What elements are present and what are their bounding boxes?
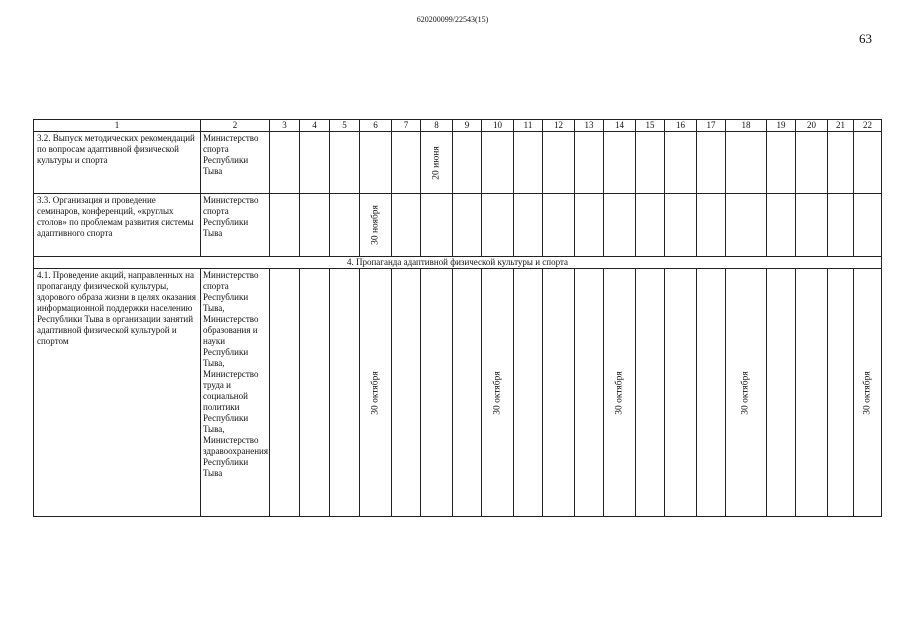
header-cell: 21 xyxy=(828,120,854,132)
empty-cell xyxy=(697,269,726,517)
deadline-cell xyxy=(604,269,636,517)
executor-cell: Министерство спорта Республики Тыва, Министерство образования и науки Республики Тыва, Министерство труда и социальной политики Республики Тыва, Министерство здравоохранения Республики Тыва xyxy=(201,269,270,517)
deadline-label: 30 октября xyxy=(370,370,380,415)
empty-cell xyxy=(270,132,300,194)
header-cell: 2 xyxy=(201,120,270,132)
empty-cell xyxy=(665,269,697,517)
empty-cell xyxy=(453,194,482,257)
empty-cell xyxy=(665,194,697,257)
empty-cell xyxy=(697,132,726,194)
column-numbers-row xyxy=(34,120,882,132)
task-cell: 3.3. Организация и проведение семинаров, конференций, «круглых столов» по проблемам развития системы адаптивного спорта xyxy=(34,194,201,257)
document-id: 620200099/22543(15) xyxy=(416,15,489,24)
header-cell: 6 xyxy=(360,120,392,132)
header-cell: 17 xyxy=(697,120,726,132)
empty-cell xyxy=(726,194,767,257)
deadline-label: 30 октября xyxy=(862,370,872,415)
task-cell: 3.2. Выпуск методических рекомендаций по вопросам адаптивной физической культуры и спорта xyxy=(34,132,201,194)
table-row xyxy=(34,132,882,194)
empty-cell xyxy=(665,132,697,194)
deadline-cell xyxy=(421,132,453,194)
empty-cell xyxy=(575,194,604,257)
empty-cell xyxy=(270,269,300,517)
deadline-label: 20 июня xyxy=(431,145,441,180)
header-cell: 4 xyxy=(300,120,330,132)
section-heading: 4. Пропаганда адаптивной физической культуры и спорта xyxy=(34,257,882,269)
empty-cell xyxy=(636,269,665,517)
deadline-cell xyxy=(360,269,392,517)
empty-cell xyxy=(360,132,392,194)
deadline-label: 30 ноября xyxy=(370,205,380,245)
deadline-cell xyxy=(360,194,392,257)
empty-cell xyxy=(636,132,665,194)
empty-cell xyxy=(482,132,514,194)
header-cell: 12 xyxy=(543,120,575,132)
empty-cell xyxy=(300,269,330,517)
empty-cell xyxy=(636,194,665,257)
header-cell: 1 xyxy=(34,120,201,132)
header-cell: 15 xyxy=(636,120,665,132)
empty-cell xyxy=(543,194,575,257)
empty-cell xyxy=(421,194,453,257)
empty-cell xyxy=(767,269,796,517)
header-cell: 22 xyxy=(854,120,882,132)
header-cell: 11 xyxy=(514,120,543,132)
empty-cell xyxy=(767,194,796,257)
empty-cell xyxy=(392,194,421,257)
empty-cell xyxy=(392,132,421,194)
empty-cell xyxy=(796,194,828,257)
empty-cell xyxy=(453,269,482,517)
empty-cell xyxy=(543,132,575,194)
empty-cell xyxy=(514,269,543,517)
deadline-cell xyxy=(854,269,882,517)
empty-cell xyxy=(330,194,360,257)
empty-cell xyxy=(726,132,767,194)
header-cell: 8 xyxy=(421,120,453,132)
header-cell: 13 xyxy=(575,120,604,132)
header-cell: 16 xyxy=(665,120,697,132)
empty-cell xyxy=(575,269,604,517)
task-cell: 4.1. Проведение акций, направленных на пропаганду физической культуры, здорового образа жизни в целях оказания информационной поддержки населению Республики Тыва в организации занятий адаптивной физической культурой и спортом xyxy=(34,269,201,517)
page-number: 63 xyxy=(859,31,872,46)
empty-cell xyxy=(697,194,726,257)
deadline-cell xyxy=(726,269,767,517)
header-cell: 20 xyxy=(796,120,828,132)
empty-cell xyxy=(767,132,796,194)
empty-cell xyxy=(575,132,604,194)
empty-cell xyxy=(421,269,453,517)
empty-cell xyxy=(828,269,854,517)
empty-cell xyxy=(270,194,300,257)
deadline-label: 30 октября xyxy=(614,370,624,415)
empty-cell xyxy=(300,132,330,194)
header-cell: 9 xyxy=(453,120,482,132)
deadline-label: 30 октября xyxy=(492,370,502,415)
empty-cell xyxy=(828,194,854,257)
section-heading-row xyxy=(34,257,882,269)
empty-cell xyxy=(300,194,330,257)
empty-cell xyxy=(453,132,482,194)
executor-cell: Министерство спорта Республики Тыва xyxy=(201,194,270,257)
header-cell: 5 xyxy=(330,120,360,132)
empty-cell xyxy=(796,132,828,194)
empty-cell xyxy=(828,132,854,194)
empty-cell xyxy=(854,194,882,257)
header-cell: 3 xyxy=(270,120,300,132)
schedule-table xyxy=(33,119,882,517)
header-cell: 7 xyxy=(392,120,421,132)
table-row xyxy=(34,194,882,257)
empty-cell xyxy=(854,132,882,194)
empty-cell xyxy=(604,132,636,194)
header-cell: 10 xyxy=(482,120,514,132)
header-cell: 18 xyxy=(726,120,767,132)
empty-cell xyxy=(514,132,543,194)
header-cell: 14 xyxy=(604,120,636,132)
empty-cell xyxy=(482,194,514,257)
empty-cell xyxy=(604,194,636,257)
empty-cell xyxy=(330,132,360,194)
executor-cell: Министерство спорта Республики Тыва xyxy=(201,132,270,194)
empty-cell xyxy=(514,194,543,257)
empty-cell xyxy=(796,269,828,517)
deadline-cell xyxy=(482,269,514,517)
table-row xyxy=(34,269,882,517)
header-cell: 19 xyxy=(767,120,796,132)
deadline-label: 30 октября xyxy=(740,370,751,415)
empty-cell xyxy=(543,269,575,517)
empty-cell xyxy=(392,269,421,517)
empty-cell xyxy=(330,269,360,517)
